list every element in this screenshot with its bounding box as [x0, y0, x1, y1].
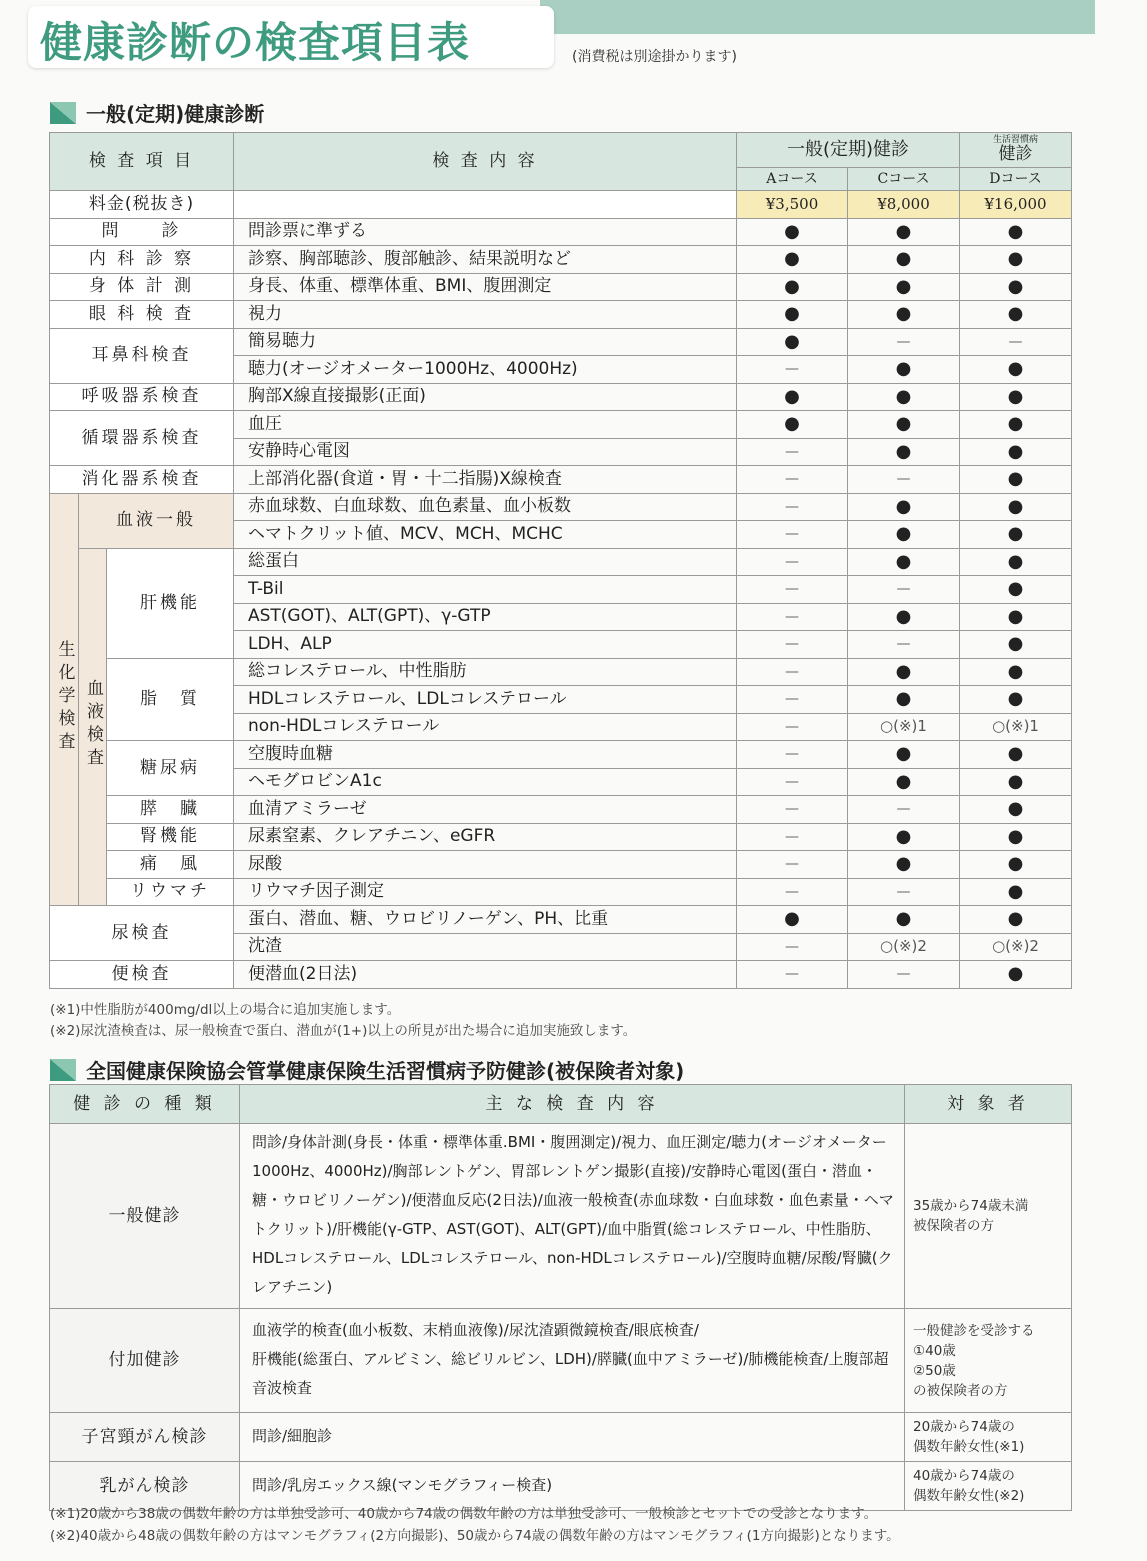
row-mark-c: ●	[848, 823, 960, 851]
col-header-item: 検 査 項 目	[50, 133, 234, 191]
row-mark-a: —	[737, 356, 848, 384]
row-item-label: 血液一般	[79, 493, 234, 548]
row-mark-d: ●	[960, 906, 1072, 934]
row-mark-d: ●	[960, 411, 1072, 439]
row-mark-d: ●	[960, 851, 1072, 879]
row-mark-d: ●	[960, 686, 1072, 714]
table-row	[50, 851, 1072, 879]
row-mark-d: ●	[960, 493, 1072, 521]
row-mark-c: —	[848, 328, 960, 356]
group-header-lifestyle-small: 生活習慣病	[993, 135, 1039, 146]
row-mark-c: —	[848, 878, 960, 906]
page-title: 健康診断の検査項目表	[40, 18, 471, 67]
row-mark-d: ●	[960, 466, 1072, 494]
bio-chem-label-text: 生化学検査	[54, 639, 75, 755]
row-item-label: 痛 風	[107, 851, 234, 879]
group-header-general: 一般(定期)健診	[737, 133, 960, 168]
row-mark-d: ●	[960, 631, 1072, 659]
row-mark-c: —	[848, 796, 960, 824]
col-header-target: 対 象 者	[905, 1085, 1072, 1124]
footnote-2: (※2)尿沈渣検査は、尿一般検査で蛋白、潜血が(1+)以上の所見が出た場合に追加実施致します。	[50, 1023, 637, 1039]
section-marker-icon	[50, 1059, 76, 1081]
content-general: 問診/身体計測(身長・体重・標準体重.BMI・腹囲測定)/視力、血圧測定/聴力(オージオメーター1000Hz、4000Hz)/胸部レントゲン、胃部レントゲン撮影(直接)/安静時心電図(蛋白・潜血・糖・ウロビリノーゲン)/便潜血反応(2日法)/血液一般検査(赤血球数・白血球数・血色素量・ヘマトクリット)/肝機能(γ-GTP、AST(GOT)、ALT(GPT)/血中脂質(総コレステロール、中性脂肪、HDLコレステロール、LDLコレステロール、non-HDLコレステロール)/空腹時血糖/尿酸/腎臓(クレアチニン)	[240, 1124, 905, 1309]
bio-chem-label	[50, 493, 79, 906]
row-content: 赤血球数、白血球数、血色素量、血小板数	[234, 493, 737, 521]
table-row	[50, 878, 1072, 906]
col-header-content: 検 査 内 容	[234, 133, 737, 191]
row-item-label: 身 体 計 測	[50, 273, 234, 301]
row-mark-a: —	[737, 851, 848, 879]
row-content: 便潜血(2日法)	[234, 961, 737, 989]
row-content: 尿素窒素、クレアチニン、eGFR	[234, 823, 737, 851]
row-item-label: 消化器系検査	[50, 466, 234, 494]
row-mark-c: —	[848, 576, 960, 604]
row-content: 血圧	[234, 411, 737, 439]
row-mark-a: —	[737, 603, 848, 631]
target-cervical: 20歳から74歳の 偶数年齢女性(※1)	[905, 1413, 1072, 1462]
tax-note: (消費税は別途掛かります)	[572, 49, 737, 65]
row-mark-a: ●	[737, 246, 848, 274]
row-mark-c: —	[848, 466, 960, 494]
row-mark-d: ●	[960, 603, 1072, 631]
row-mark-a: —	[737, 713, 848, 741]
type-breast: 乳がん検診	[50, 1462, 240, 1511]
row-mark-a: —	[737, 796, 848, 824]
row-content: AST(GOT)、ALT(GPT)、γ-GTP	[234, 603, 737, 631]
row-item-label: 問 診	[50, 218, 234, 246]
row-mark-c: —	[848, 631, 960, 659]
table-row	[50, 246, 1072, 274]
row-mark-c: ●	[848, 356, 960, 384]
row-mark-d: ●	[960, 878, 1072, 906]
target-general: 35歳から74歳未満 被保険者の方	[905, 1124, 1072, 1309]
general-checkup-table	[49, 132, 1072, 989]
row-item-label: 脂 質	[107, 658, 234, 741]
row-mark-c: ●	[848, 548, 960, 576]
row-item-label: 便検査	[50, 961, 234, 989]
row-content: 問診票に準ずる	[234, 218, 737, 246]
row-item-label: 膵 臓	[107, 796, 234, 824]
table-row	[50, 383, 1072, 411]
row-content: 空腹時血糖	[234, 741, 737, 769]
row-mark-c: ●	[848, 273, 960, 301]
table-row	[50, 823, 1072, 851]
row-mark-a: —	[737, 933, 848, 961]
row-mark-a: —	[737, 631, 848, 659]
row-item-label: 循環器系検査	[50, 411, 234, 466]
row-content: 上部消化器(食道・胃・十二指腸)X線検査	[234, 466, 737, 494]
row-mark-c: ●	[848, 741, 960, 769]
row-mark-d: ●	[960, 741, 1072, 769]
table-row	[50, 961, 1072, 989]
table-row	[50, 273, 1072, 301]
footnote-3: (※1)20歳から38歳の偶数年齢の方は単独受診可、40歳から74歳の偶数年齢の方は単独受診可、一般検診とセットでの受診となります。	[50, 1506, 878, 1522]
row-mark-c: ●	[848, 246, 960, 274]
row-mark-d: ●	[960, 301, 1072, 329]
row-content: 総コレステロール、中性脂肪	[234, 658, 737, 686]
price-a: ¥3,500	[737, 191, 848, 219]
target-additional: 一般健診を受診する ①40歳 ②50歳 の被保険者の方	[905, 1309, 1072, 1413]
row-mark-a: ●	[737, 383, 848, 411]
price-c: ¥8,000	[848, 191, 960, 219]
row-mark-d: ●	[960, 823, 1072, 851]
row-mark-d: ●	[960, 796, 1072, 824]
price-label: 料金(税抜き)	[50, 191, 234, 219]
row-content: ヘモグロビンA1c	[234, 768, 737, 796]
section1-title: 一般(定期)健康診断	[86, 102, 265, 126]
lifestyle-checkup-table	[49, 1084, 1072, 1511]
table-row	[50, 906, 1072, 934]
type-cervical: 子宮頸がん検診	[50, 1413, 240, 1462]
row-content: HDLコレステロール、LDLコレステロール	[234, 686, 737, 714]
row-mark-d: ●	[960, 273, 1072, 301]
row-mark-c: ○(※)2	[848, 933, 960, 961]
table-row	[50, 796, 1072, 824]
row-mark-a: —	[737, 686, 848, 714]
row-mark-d: ●	[960, 521, 1072, 549]
row-mark-d: ●	[960, 576, 1072, 604]
row-mark-c: ●	[848, 658, 960, 686]
row-mark-a: ●	[737, 906, 848, 934]
row-mark-a: ●	[737, 218, 848, 246]
header-band	[540, 0, 1095, 34]
price-d: ¥16,000	[960, 191, 1072, 219]
row-item-label: 呼吸器系検査	[50, 383, 234, 411]
group-header-lifestyle-main: 健診	[998, 143, 1033, 164]
row-content: 身長、体重、標準体重、BMI、腹囲測定	[234, 273, 737, 301]
table-row	[50, 301, 1072, 329]
row-content: 聴力(オージオメーター1000Hz、4000Hz)	[234, 356, 737, 384]
row-content: 簡易聴力	[234, 328, 737, 356]
group-header-lifestyle	[960, 133, 1072, 168]
row-content: T-Bil	[234, 576, 737, 604]
row-mark-a: —	[737, 878, 848, 906]
table-row	[50, 548, 1072, 576]
row-mark-d: ●	[960, 218, 1072, 246]
table-row	[50, 741, 1072, 769]
type-general: 一般健診	[50, 1124, 240, 1309]
row-item-label: 眼 科 検 査	[50, 301, 234, 329]
table-row	[50, 466, 1072, 494]
row-mark-d: ●	[960, 768, 1072, 796]
col-header-main-content: 主 な 検 査 内 容	[240, 1085, 905, 1124]
row-mark-d: ●	[960, 961, 1072, 989]
row-mark-a: —	[737, 521, 848, 549]
table-row	[50, 493, 1072, 521]
footnote-4: (※2)40歳から48歳の偶数年齢の方はマンモグラフィ(2方向撮影)、50歳から74歳の偶数年齢の方はマンモグラフィ(1方向撮影)となります。	[50, 1528, 900, 1544]
table-row	[50, 411, 1072, 439]
target-breast: 40歳から74歳の 偶数年齢女性(※2)	[905, 1462, 1072, 1511]
row-mark-d: ●	[960, 438, 1072, 466]
row-content: LDH、ALP	[234, 631, 737, 659]
col-header-type: 健 診 の 種 類	[50, 1085, 240, 1124]
row-mark-c: ●	[848, 521, 960, 549]
row-mark-c: ●	[848, 411, 960, 439]
row-mark-d: —	[960, 328, 1072, 356]
row-mark-a: —	[737, 438, 848, 466]
table-row	[50, 328, 1072, 356]
type-additional: 付加健診	[50, 1309, 240, 1413]
row-mark-a: —	[737, 466, 848, 494]
row-mark-c: ○(※)1	[848, 713, 960, 741]
row-mark-c: ●	[848, 851, 960, 879]
table-row	[50, 218, 1072, 246]
row-mark-d: ●	[960, 246, 1072, 274]
row-mark-c: ●	[848, 493, 960, 521]
blood-test-label-text: 血液検査	[83, 678, 103, 771]
row-item-label: 肝機能	[107, 548, 234, 658]
row-content: 胸部X線直接撮影(正面)	[234, 383, 737, 411]
section-marker-icon	[50, 102, 76, 124]
row-mark-a: ●	[737, 411, 848, 439]
section1-heading	[50, 98, 264, 127]
row-mark-d: ●	[960, 356, 1072, 384]
row-mark-c: ●	[848, 906, 960, 934]
row-content: 蛋白、潜血、糖、ウロビリノーゲン、PH、比重	[234, 906, 737, 934]
table-row	[50, 658, 1072, 686]
row-item-label: リウマチ	[107, 878, 234, 906]
row-content: 視力	[234, 301, 737, 329]
row-mark-a: —	[737, 548, 848, 576]
row-mark-a: —	[737, 961, 848, 989]
row-mark-c: ●	[848, 603, 960, 631]
price-content-blank	[234, 191, 737, 219]
row-mark-a: ●	[737, 301, 848, 329]
course-c-header: Cコース	[848, 168, 960, 191]
course-a-header: Aコース	[737, 168, 848, 191]
row-mark-a: —	[737, 658, 848, 686]
content-cervical: 問診/細胞診	[240, 1413, 905, 1462]
row-item-label: 耳鼻科検査	[50, 328, 234, 383]
row-content: non-HDLコレステロール	[234, 713, 737, 741]
row-mark-c: —	[848, 961, 960, 989]
row-content: 血清アミラーゼ	[234, 796, 737, 824]
row-mark-a: —	[737, 741, 848, 769]
row-mark-a: —	[737, 823, 848, 851]
row-item-label: 内 科 診 察	[50, 246, 234, 274]
row-mark-c: ●	[848, 686, 960, 714]
row-mark-a: —	[737, 768, 848, 796]
footnote-1: (※1)中性脂肪が400mg/dl以上の場合に追加実施します。	[50, 1002, 401, 1018]
course-d-header: Dコース	[960, 168, 1072, 191]
row-mark-a: ●	[737, 273, 848, 301]
row-mark-d: ○(※)2	[960, 933, 1072, 961]
row-content: ヘマトクリット値、MCV、MCH、MCHC	[234, 521, 737, 549]
section2-heading	[50, 1055, 684, 1084]
row-mark-d: ●	[960, 383, 1072, 411]
row-mark-d: ●	[960, 658, 1072, 686]
row-item-label: 糖尿病	[107, 741, 234, 796]
content-additional: 血液学的検査(血小板数、末梢血液像)/尿沈渣顕微鏡検査/眼底検査/ 肝機能(総蛋白、アルビミン、総ビリルビン、LDH)/膵臓(血中アミラーゼ)/肺機能検査/上腹部超音波検査	[240, 1309, 905, 1413]
row-mark-c: ●	[848, 438, 960, 466]
row-item-label: 尿検査	[50, 906, 234, 961]
row-mark-d: ●	[960, 548, 1072, 576]
row-mark-a: —	[737, 576, 848, 604]
row-item-label: 腎機能	[107, 823, 234, 851]
row-mark-a: —	[737, 493, 848, 521]
row-content: 診察、胸部聴診、腹部触診、結果説明など	[234, 246, 737, 274]
row-mark-c: ●	[848, 383, 960, 411]
blood-test-label	[79, 548, 107, 906]
row-content: 安静時心電図	[234, 438, 737, 466]
row-mark-c: ●	[848, 768, 960, 796]
row-content: 尿酸	[234, 851, 737, 879]
row-mark-c: ●	[848, 218, 960, 246]
section2-title: 全国健康保険協会管掌健康保険生活習慣病予防健診(被保険者対象)	[86, 1059, 685, 1083]
row-mark-a: ●	[737, 328, 848, 356]
row-mark-c: ●	[848, 301, 960, 329]
row-content: リウマチ因子測定	[234, 878, 737, 906]
row-mark-d: ○(※)1	[960, 713, 1072, 741]
row-content: 沈渣	[234, 933, 737, 961]
content-breast: 問診/乳房エックス線(マンモグラフィー検査)	[240, 1462, 905, 1511]
row-content: 総蛋白	[234, 548, 737, 576]
